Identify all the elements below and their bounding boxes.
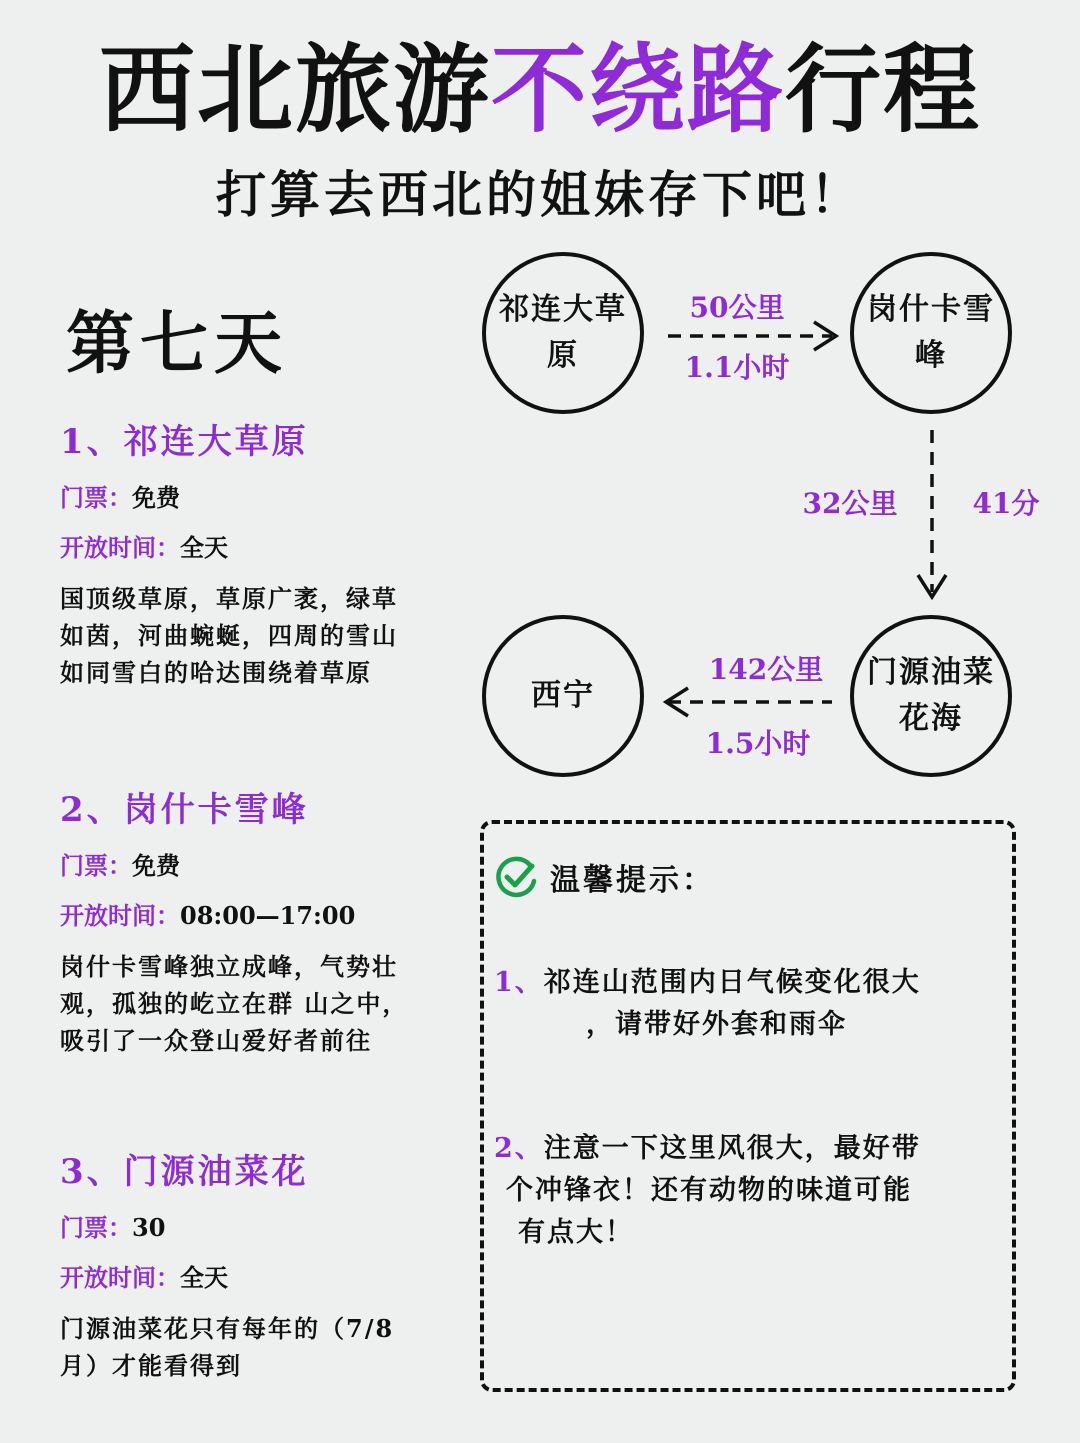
route-node-qilian [482,252,644,414]
hours-label: 开放时间： [60,533,180,562]
leg-1-distance: 50公里 [689,291,785,324]
route-node-label: 祁连大草原 [499,292,627,373]
hours-value: 全天 [180,533,228,562]
ticket-row [60,850,440,882]
title-accent: 不绕路 [491,33,785,146]
tip-number: 1、 [494,967,544,998]
spot-2 [60,788,440,1059]
tip-item-2 [494,1128,1009,1254]
page-subtitle: 打算去西北的姐妹存下吧！ [216,165,864,224]
hours-value: 08:00—17:00 [180,901,356,930]
route-node-gangshika [850,252,1012,414]
spot-title: 1、祁连大草原 [60,422,309,462]
day-label: 第七天 [66,304,289,384]
ticket-value: 30 [132,1213,166,1242]
spot-title: 2、岗什卡雪峰 [60,790,309,830]
spot-3 [60,1150,440,1384]
ticket-label: 门票： [60,1213,132,1242]
ticket-value: 免费 [132,851,180,880]
hours-row [60,900,440,932]
route-node-menyuan [850,615,1012,777]
check-circle-icon [494,855,538,899]
tip-text: 祁连山范围内日气候变化很大 [543,967,921,998]
route-node-xining [482,615,644,777]
ticket-row [60,1212,440,1244]
title-part2: 行程 [785,33,981,146]
ticket-label: 门票： [60,851,132,880]
tip-number: 2、 [494,1133,544,1164]
route-node-label: 门源油菜花海 [867,655,995,736]
leg-2-distance: 32公里 [802,487,898,520]
leg-3-time: 1.5小时 [705,727,811,760]
ticket-label: 门票： [60,483,132,512]
tip-text-line2: 个冲锋衣！还有动物的味道可能 [506,1175,912,1206]
leg-3-distance: 142公里 [708,653,824,686]
tip-text-line2: ，请带好外套和雨伞 [586,1009,847,1040]
title-part1: 西北旅游 [99,33,491,146]
route-node-label: 岗什卡雪峰 [867,292,995,373]
tip-text-line3: 有点大！ [518,1217,634,1248]
hours-label: 开放时间： [60,1263,180,1292]
tip-text: 注意一下这里风很大，最好带 [543,1133,921,1164]
hours-label: 开放时间： [60,901,180,930]
spot-description: 岗什卡雪峰独立成峰，气势壮观，孤独的屹立在群 山之中，吸引了一众登山爱好者前往 [60,952,409,1055]
spot-description: 国顶级草原，草原广袤，绿草如茵，河曲蜿蜒，四周的雪山如同雪白的哈达围绕着草原 [60,584,398,687]
route-node-label: 西宁 [531,678,595,713]
hours-value: 全天 [180,1263,228,1292]
spot-title: 3、门源油菜花 [60,1152,309,1192]
leg-2-time: 41分 [972,487,1040,520]
tips-box [480,820,1016,1392]
tips-heading [494,855,715,899]
ticket-value: 免费 [132,483,180,512]
leg-1-time: 1.1小时 [684,351,790,384]
spot-description: 门源油菜花只有每年的（7/8月）才能看得到 [60,1314,395,1380]
tip-item-1 [494,962,1004,1046]
hours-row [60,1262,440,1294]
tips-heading-text: 温馨提示： [550,863,715,898]
